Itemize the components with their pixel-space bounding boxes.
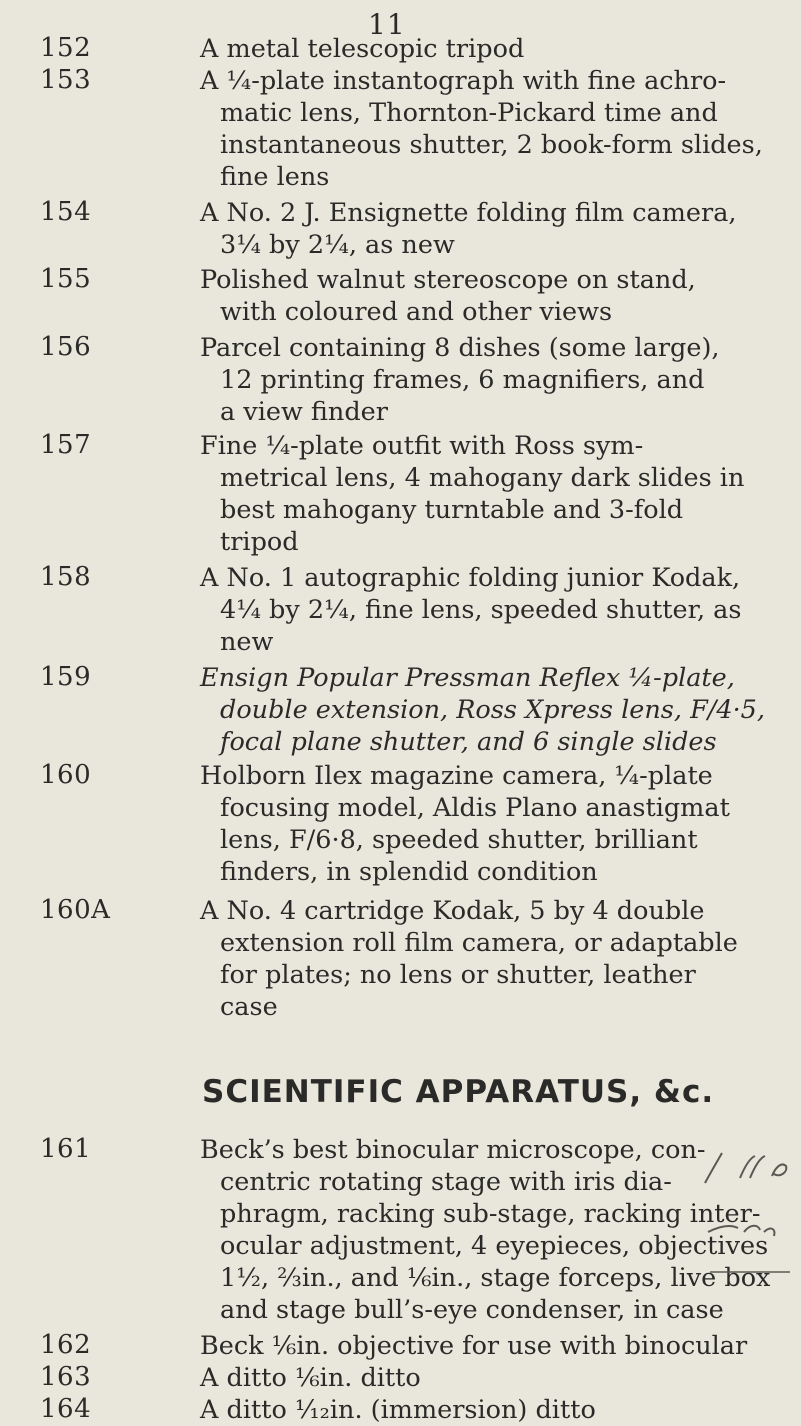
description-line: tripod <box>220 527 299 557</box>
description-line: focal plane shutter, and 6 single slides <box>220 727 717 757</box>
description-line: phragm, racking sub-stage, racking inter- <box>220 1199 761 1229</box>
lot-description <box>200 197 760 261</box>
description-line: Fine ¼-plate outfit with Ross sym- <box>200 431 644 461</box>
description-line: 4¼ by 2¼, fine lens, speeded shutter, as <box>220 595 742 625</box>
description-line: 3¼ by 2¼, as new <box>220 230 455 260</box>
lot-number: 155 <box>40 264 92 294</box>
lot-number: 163 <box>40 1362 92 1392</box>
description-line: with coloured and other views <box>220 297 613 327</box>
description-line: and stage bull’s-eye condenser, in case <box>220 1295 724 1325</box>
lot-description <box>200 1394 760 1426</box>
description-line: fine lens <box>220 162 330 192</box>
page-number: 11 <box>368 8 406 41</box>
lot-description <box>200 65 763 193</box>
section-heading: SCIENTIFIC APPARATUS, &c. <box>202 1074 715 1110</box>
description-line: new <box>220 627 274 657</box>
lot-number: 152 <box>40 33 92 63</box>
description-line: metrical lens, 4 mahogany dark slides in <box>220 463 745 493</box>
description-line: Ensign Popular Pressman Reflex ¼-plate, <box>200 663 735 693</box>
description-line: case <box>220 992 278 1022</box>
lot-description <box>200 430 760 558</box>
lot-description <box>200 562 760 658</box>
description-line: Beck ⅙in. objective for use with binocular <box>200 1331 748 1361</box>
lot-number: 156 <box>40 332 92 362</box>
lot-description <box>200 1134 771 1326</box>
lot-description <box>200 895 760 1023</box>
lot-number: 162 <box>40 1330 92 1360</box>
description-line: A No. 4 cartridge Kodak, 5 by 4 double <box>200 896 705 926</box>
description-line: Parcel containing 8 dishes (some large), <box>200 333 720 363</box>
handwritten-annotation <box>700 1148 800 1288</box>
description-line: focusing model, Aldis Plano anastigmat <box>220 793 730 823</box>
description-line: A ditto ⅟₁₂in. (immersion) ditto <box>200 1395 596 1425</box>
lot-number: 159 <box>40 662 92 692</box>
lot-description <box>200 1330 760 1362</box>
description-line: best mahogany turntable and 3-fold <box>220 495 684 525</box>
description-line: double extension, Ross Xpress lens, F/4·5, <box>220 695 766 725</box>
lot-number: 160A <box>40 895 111 925</box>
lot-number: 153 <box>40 65 92 95</box>
description-line: lens, F/6·8, speeded shutter, brilliant <box>220 825 698 855</box>
description-line: 12 printing frames, 6 magnifiers, and <box>220 365 705 395</box>
lot-number: 157 <box>40 430 92 460</box>
lot-number: 164 <box>40 1394 92 1424</box>
description-line: centric rotating stage with iris dia- <box>220 1167 672 1197</box>
description-line: A metal telescopic tripod <box>200 34 525 64</box>
lot-number: 161 <box>40 1134 92 1164</box>
description-line: instantaneous shutter, 2 book-form slides, <box>220 130 763 160</box>
lot-number: 154 <box>40 197 92 227</box>
description-line: A No. 1 autographic folding junior Kodak, <box>200 563 741 593</box>
description-line: Polished walnut stereoscope on stand, <box>200 265 696 295</box>
lot-number: 158 <box>40 562 92 592</box>
description-line: finders, in splendid condition <box>220 857 598 887</box>
description-line: a view finder <box>220 397 388 427</box>
lot-number: 160 <box>40 760 92 790</box>
lot-description <box>200 662 766 758</box>
description-line: extension roll film camera, or adaptable <box>220 928 738 958</box>
description-line: A No. 2 J. Ensignette folding film camera, <box>200 198 737 228</box>
lot-description <box>200 264 760 328</box>
description-line: A ¼-plate instantograph with fine achro- <box>200 66 727 96</box>
description-line: A ditto ⅙in. ditto <box>200 1363 421 1393</box>
description-line: matic lens, Thornton-Pickard time and <box>220 98 718 128</box>
description-line: 1½, ⅔in., and ⅙in., stage forceps, live box <box>220 1263 771 1293</box>
description-line: ocular adjustment, 4 eyepieces, objectives <box>220 1231 769 1261</box>
lot-description <box>200 760 760 888</box>
lot-description <box>200 33 760 65</box>
lot-description <box>200 332 760 428</box>
description-line: Beck’s best binocular microscope, con- <box>200 1135 706 1165</box>
description-line: for plates; no lens or shutter, leather <box>220 960 696 990</box>
description-line: Holborn Ilex magazine camera, ¼-plate <box>200 761 713 791</box>
lot-description <box>200 1362 760 1394</box>
